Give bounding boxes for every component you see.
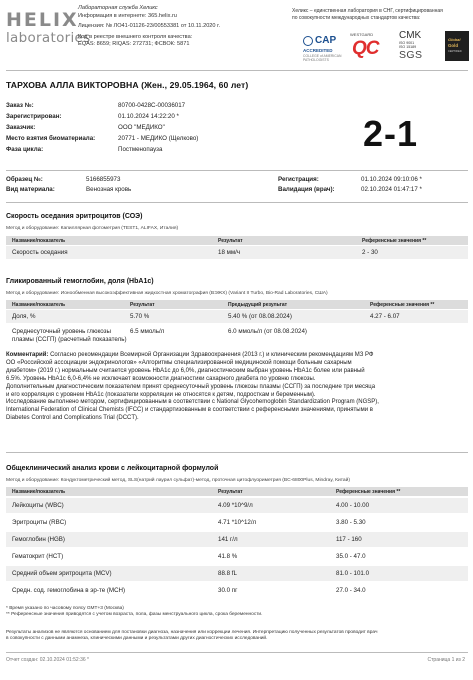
cbc-method: Метод и оборудование: Кондуктометрический метод, SLS(натрий лаурил сульфат)-метод, проточная цитофлуориметрия (BC-6800Plus, Mindray, Китай) — [6, 478, 350, 483]
iso-15189-text: ISO 15189 — [399, 45, 417, 50]
customer-label: Заказчик: — [6, 124, 36, 131]
quality-code-value: EQAS: 8659; RIQAS: 272731; ФСВОК: 5871 — [78, 41, 190, 48]
cbc-section-title: Общеклинический анализ крови с лейкоцитарной формулой — [6, 465, 219, 472]
cmk-text: CMK — [399, 30, 422, 41]
comment-line: Согласно рекомендации Всемирной Организации Здравоохранения (2013 г.) и клиническим рекомендациям МЗ РФ — [50, 352, 374, 358]
registration-label: Регистрация: — [278, 176, 319, 183]
material-value: Венозная кровь — [86, 186, 132, 193]
gold-text-3: CERTIFIED — [448, 50, 462, 53]
westgard-text: WESTGARD — [350, 32, 374, 37]
logo-wordmark-top: HELIX — [6, 9, 79, 31]
quality-code-label: Код в реестре внешнего контроля качества: — [78, 33, 193, 40]
cbc-row-mcv — [6, 566, 468, 581]
patient-divider — [6, 170, 468, 171]
esr-method: Метод и оборудование: Капиллярная фотометрия (TEST1, ALIFAX, Италия) — [6, 226, 179, 231]
cbc-row-name: Средний объем эритроцита (MCV) — [12, 570, 112, 577]
cbc-row-ref: 27.0 - 34.0 — [336, 587, 366, 594]
cbc-row-name: Гемоглобин (HGB) — [12, 536, 65, 543]
disclaimer-line-2: в совокупности с данными анамнеза, клиническими данными и результатами других диагностических исследований. — [6, 636, 268, 642]
glucose-row — [6, 326, 468, 346]
cbc-row-result: 88.8 fL — [218, 570, 237, 577]
cbc-row-result: 4.71 *10^12/л — [218, 519, 257, 526]
gold-text-2: Gold — [448, 43, 458, 48]
handwritten-mark: 2-1 — [363, 113, 419, 154]
westgard-qc-logo — [350, 32, 386, 62]
esr-row — [6, 246, 468, 259]
registered-label: Зарегистрирован: — [6, 113, 62, 120]
cbc-row-result: 141 г/л — [218, 536, 238, 543]
cbc-row-ref: 35.0 - 47.0 — [336, 553, 366, 560]
cbc-row-hgb — [6, 532, 468, 547]
cbc-row-ref: 81.0 - 101.0 — [336, 570, 370, 577]
cap-ring-icon — [303, 36, 313, 46]
cbc-row-result: 4.09 *10^9/л — [218, 502, 253, 509]
sample-divider — [6, 202, 468, 203]
material-label: Вид материала: — [6, 186, 55, 193]
place-value: 20771 - МЕДИКО (Щелково) — [118, 135, 199, 142]
order-details — [6, 102, 356, 162]
hba1c-row-prev: 5.40 % (от 08.08.2024) — [228, 313, 292, 320]
cap-accredited-logo — [302, 33, 342, 61]
cbc-row-name: Эритроциты (RBC) — [12, 519, 67, 526]
comment-line: диабетом» (2019 г.) нормальным считается уровень HbA1c до 6,0%, диагностическим выбран уровень HbA1c более или равный — [6, 367, 365, 374]
validation-label: Валидация (врач): — [278, 186, 335, 193]
sgs-text: SGS — [399, 49, 423, 61]
sample-details — [6, 176, 468, 196]
hba1c-section-title: Гликированный гемоглобин, доля (HbA1c) — [6, 278, 154, 285]
footnote-reference: ** Референсные значения приводятся с учетом возраста, пола, фазы менструального цикла, срока беременности. — [6, 612, 263, 618]
lab-license: Лицензия: № ЛО41-01126-23/00553381 от 10.11.2020 г. — [78, 23, 220, 30]
gold-text-1: Global — [448, 37, 461, 42]
cbc-row-hct — [6, 549, 468, 564]
patient-title: ТАРХОВА АЛЛА ВИКТОРОВНА (Жен., 29.05.1964, 60 лет) — [6, 80, 249, 90]
hba1c-col-name: Название/показатель — [12, 302, 66, 308]
cbc-row-name: Гематокрит (HCT) — [12, 553, 64, 560]
helix-logo — [6, 9, 91, 47]
cbc-row-name: Средн. сод. гемоглобина в эр-те (MCH) — [12, 587, 126, 594]
footnote-timezone: * Время указано по часовому поясу GMT+3 (Москва) — [6, 606, 124, 611]
certification-line-1: Хеликс – единственная лаборатория в СНГ, сертифицированная — [292, 8, 443, 14]
cbc-row-wbc — [6, 498, 468, 513]
qc-text: QC — [352, 38, 379, 59]
comment-line: 6.5%. Уровень HbA1c 6,0-6,4% не исключает возможности диагностики сахарного диабета по уровню глюкозы. — [6, 375, 316, 382]
hba1c-col-result: Результат — [130, 302, 155, 308]
hba1c-comment — [6, 352, 468, 423]
hba1c-row — [6, 310, 468, 323]
lab-info — [78, 5, 283, 49]
comment-label: Комментарий: — [6, 352, 49, 358]
comment-line: и его корреляция с уровнем HbA1c (показатели корреляции не относятся к детям, подросткам и беременным). — [6, 391, 316, 398]
cbc-row-ref: 117 - 160 — [336, 536, 362, 543]
esr-col-name: Название/показатель — [12, 238, 66, 244]
cbc-row-ref: 3.80 - 5.30 — [336, 519, 366, 526]
cbc-col-name: Название/показатель — [12, 489, 66, 495]
phase-label: Фаза цикла: — [6, 146, 44, 153]
comment-line: Исследование выполнено методом, сертифицированным в соответствии с National Glycohemoglobin Standardization Program (NGSP), — [6, 399, 379, 406]
cbc-table-header — [6, 487, 468, 496]
page-number: Страница 1 из 2 — [427, 657, 465, 663]
certification-logos — [302, 30, 470, 64]
cbc-col-result: Результат — [218, 489, 243, 495]
esr-section-title: Скорость оседания эритроцитов (СОЭ) — [6, 213, 143, 220]
cap-small-text: COLLEGE of AMERICAN PATHOLOGISTS — [303, 54, 342, 62]
esr-table-header — [6, 236, 468, 245]
glucose-row-name-1: Среднесуточный уровень глюкозы — [12, 328, 111, 335]
glucose-row-prev: 6.0 ммоль/л (от 08.08.2024) — [228, 328, 307, 335]
hba1c-row-ref: 4.27 - 6.07 — [370, 313, 400, 320]
cmk-sgs-logo — [397, 30, 437, 62]
comment-divider — [6, 452, 468, 453]
esr-row-name: Скорость оседания — [12, 249, 68, 256]
lab-website: Информация в интернете: 365.helix.ru — [78, 12, 177, 19]
hba1c-method: Метод и оборудование: Ионообменная высокоэффективная жидкостная хроматография (ВЭЖХ) (Variant II Turbo, Bio-Rad Laboratories, США) — [6, 291, 328, 296]
hba1c-col-ref: Референсные значения ** — [370, 302, 435, 308]
glucose-row-name-2: плазмы (ССГП) (расчетный показатель) — [12, 336, 127, 343]
comment-line: ОО «Российской ассоциации эндокринологов» «Алгоритмы специализированной медицинской помощи больным сахарным — [6, 359, 352, 366]
cbc-row-result: 30.0 пг — [218, 587, 238, 594]
order-value: 80700-0428C-00036017 — [118, 102, 186, 109]
disclaimer — [6, 630, 468, 643]
cbc-row-mch — [6, 583, 468, 598]
cbc-row-name: Лейкоциты (WBC) — [12, 502, 64, 509]
customer-value: ООО "МЕДИКО" — [118, 124, 165, 131]
lab-name: Лабораторная служба Хеликс — [78, 5, 158, 11]
esr-row-ref: 2 - 30 — [362, 249, 378, 256]
registration-value: 01.10.2024 09:10:06 * — [361, 176, 422, 183]
place-label: Место взятия биоматериала: — [6, 135, 96, 142]
hba1c-row-result: 5.70 % — [130, 313, 150, 320]
glucose-row-result: 6.5 ммоль/л — [130, 328, 165, 335]
sample-label: Образец №: — [6, 176, 43, 183]
hba1c-row-name: Доля, % — [12, 313, 36, 320]
comment-line: Дополнительным диагностическим показателем принят среднесуточный уровень глюкозы плазмы (ССГП) за последние три месяца — [6, 383, 376, 390]
report-header — [0, 0, 473, 70]
cap-text: CAP — [315, 35, 337, 46]
esr-col-ref: Референсные значения ** — [362, 238, 427, 244]
certification-line-2: по совокупности международных стандартов качества: — [292, 14, 421, 21]
registered-value: 01.10.2024 14:22:20 * — [118, 113, 179, 120]
phase-value: Постменопауза — [118, 146, 163, 153]
certification-note — [292, 8, 470, 21]
footnotes — [6, 606, 262, 619]
iso-9001-text: ISO 9001 — [399, 41, 415, 45]
logo-wordmark-bottom: laboratories — [6, 30, 91, 46]
cbc-row-ref: 4.00 - 10.00 — [336, 502, 370, 509]
cbc-row-rbc — [6, 515, 468, 530]
disclaimer-line-1: Результаты анализов не являются основанием для постановки диагноза, назначения или коррекции лечения. Интерпретацию полученных результатов проводит врач — [6, 630, 378, 635]
global-gold-logo — [445, 31, 469, 61]
esr-row-result: 18 мм/ч — [218, 249, 241, 256]
cap-sub-text: ACCREDITED — [303, 48, 333, 53]
comment-line: International Federation of Clinical Chemists (IFCC) и стандартизованным в соответствии с референсными значениями, принятыми в — [6, 407, 373, 414]
cbc-col-ref: Референсные значения ** — [336, 489, 401, 495]
comment-line: Diabetes Control and Complications Trial (DCCT). — [6, 415, 139, 422]
report-created: Отчет создан: 02.10.2024 01:52:36 * — [6, 657, 89, 663]
validation-value: 02.10.2024 01:47:17 * — [361, 186, 422, 193]
esr-col-result: Результат — [218, 238, 243, 244]
order-label: Заказ №: — [6, 102, 34, 109]
hba1c-col-prev: Предыдущий результат — [228, 302, 288, 308]
hba1c-table-header — [6, 300, 468, 309]
header-divider — [6, 70, 468, 71]
cbc-row-result: 41.8 % — [218, 553, 238, 560]
sample-value: 5166855973 — [86, 176, 121, 183]
footer-divider — [6, 652, 468, 653]
